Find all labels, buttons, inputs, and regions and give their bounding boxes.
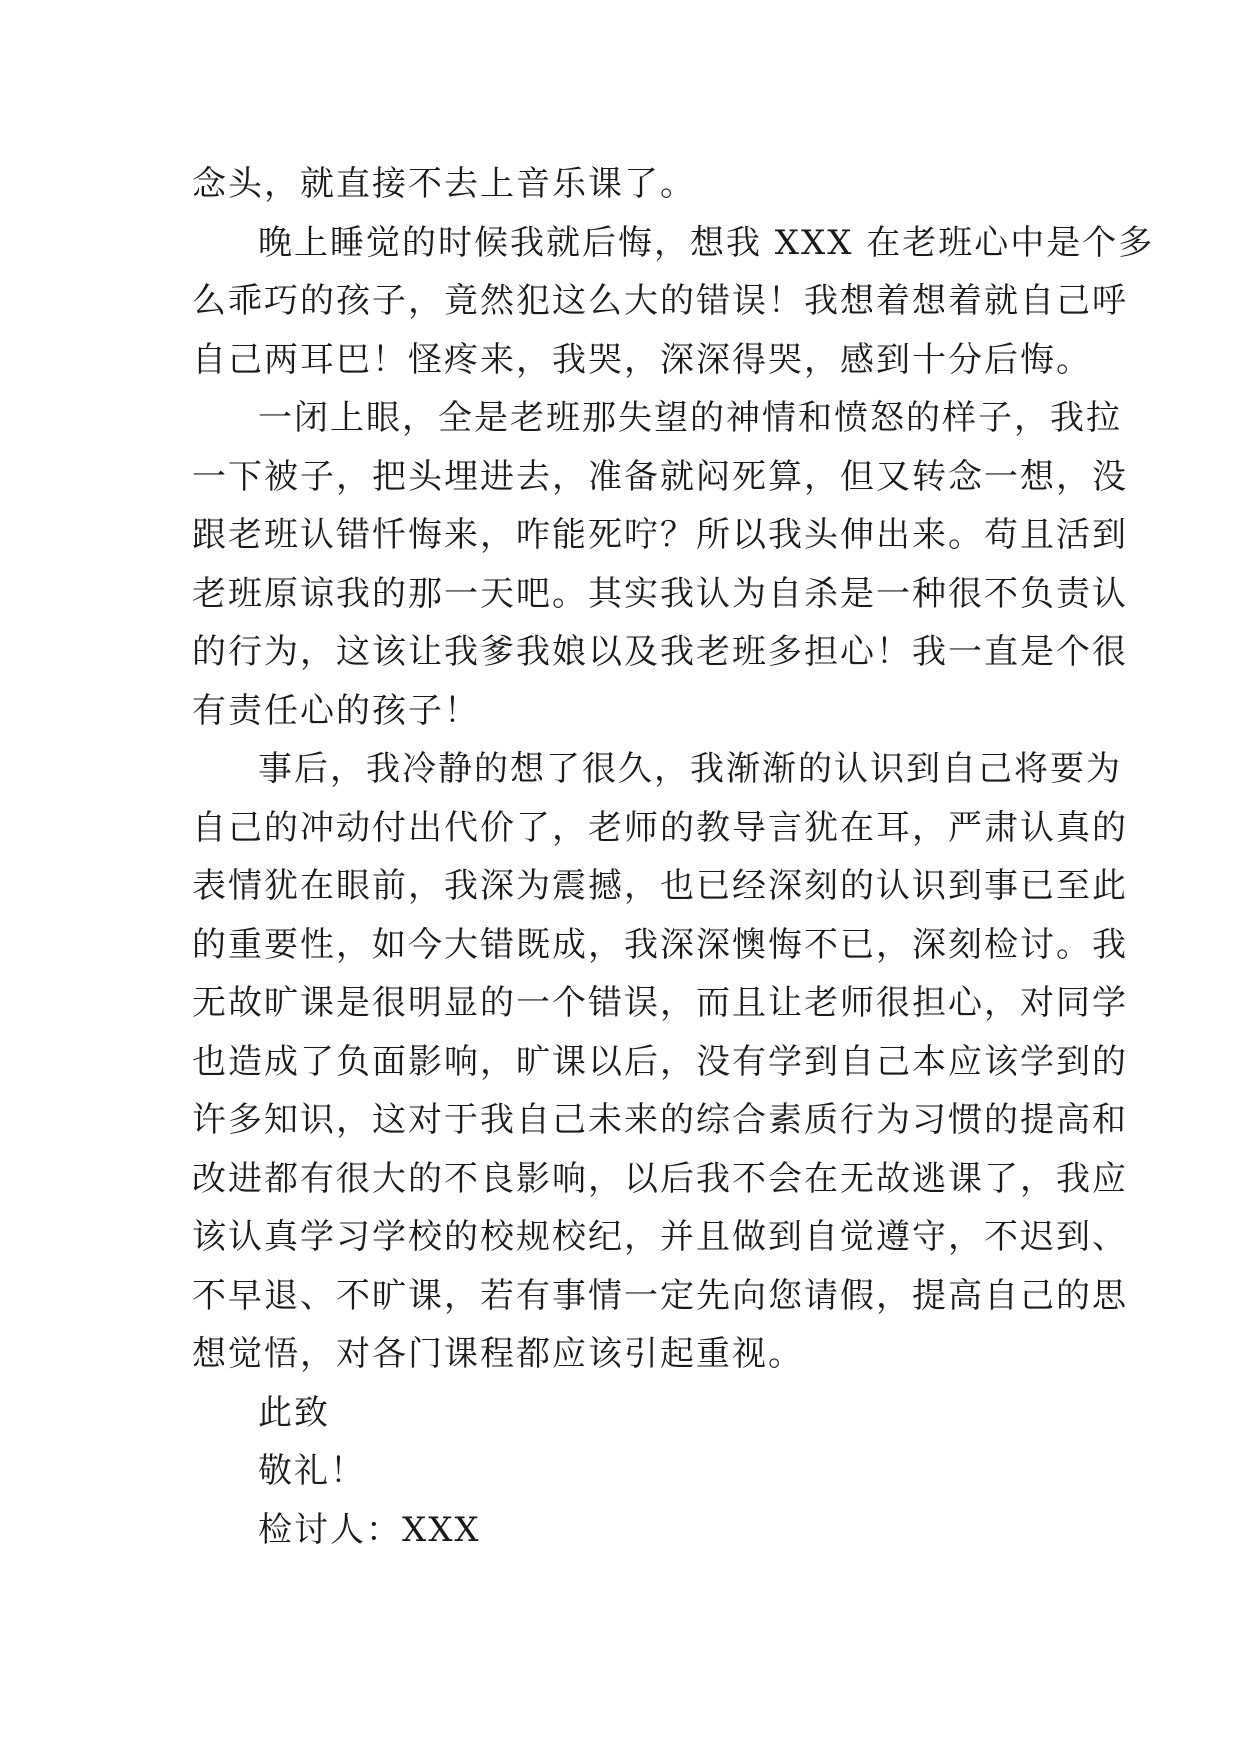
text-line: 一闭上眼，全是老班那失望的神情和愤怒的样子，我拉 bbox=[258, 398, 1122, 438]
text-line: 跟老班认错忏悔来，咋能死咛？所以我头伸出来。苟且活到 bbox=[192, 515, 1128, 555]
text-line: 想觉悟，对各门课程都应该引起重视。 bbox=[192, 1334, 804, 1374]
text-line: 该认真学习学校的校规校纪，并且做到自觉遵守，不迟到、 bbox=[192, 1217, 1128, 1257]
text-line: 有责任心的孩子！ bbox=[192, 690, 480, 731]
text-line: 的行为，这该让我爹我娘以及我老班多担心！我一直是个很 bbox=[192, 632, 1128, 672]
text-line: 许多知识，这对于我自己未来的综合素质行为习惯的提高和 bbox=[192, 1100, 1128, 1140]
text-line: 不早退、不旷课，若有事情一定先向您请假，提高自己的思 bbox=[192, 1275, 1128, 1316]
text-line: 么乖巧的孩子，竟然犯这么大的错误！我想着想着就自己呼 bbox=[192, 281, 1128, 321]
text-line: 事后，我冷静的想了很久，我渐渐的认识到自己将要为 bbox=[258, 749, 1122, 789]
paragraph-1 bbox=[192, 155, 1052, 214]
text-line: 无故旷课是很明显的一个错误，而且让老师很担心，对同学 bbox=[192, 983, 1128, 1023]
text-line: 的重要性，如今大错既成，我深深懊悔不已，深刻检讨。我 bbox=[192, 924, 1128, 965]
document-body bbox=[192, 155, 1155, 1559]
text-line: 念头，就直接不去上音乐课了。 bbox=[192, 164, 696, 204]
closing-salutation: 此致 bbox=[258, 1392, 330, 1433]
letter-closing bbox=[192, 1384, 1052, 1560]
text-line: 一下被子，把头埋进去，准备就闷死算，但又转念一想，没 bbox=[192, 456, 1128, 497]
paragraph-2 bbox=[192, 214, 1155, 390]
text-line: 自己两耳巴！怪疼来，我哭，深深得哭，感到十分后悔。 bbox=[192, 339, 1092, 380]
text-line: 改进都有很大的不良影响，以后我不会在无故逃课了，我应 bbox=[192, 1158, 1128, 1199]
paragraph-3 bbox=[192, 389, 1128, 740]
closing-regards: 敬礼！ bbox=[258, 1451, 366, 1491]
signature: 检讨人：XXX bbox=[258, 1509, 481, 1550]
text-line: 老班原谅我的那一天吧。其实我认为自杀是一种很不负责认 bbox=[192, 573, 1128, 614]
text-line: 也造成了负面影响，旷课以后，没有学到自己本应该学到的 bbox=[192, 1041, 1128, 1082]
text-line: 自己的冲动付出代价了，老师的教导言犹在耳，严肃认真的 bbox=[192, 807, 1128, 848]
text-line: 表情犹在眼前，我深为震撼，也已经深刻的认识到事已至此 bbox=[192, 866, 1128, 906]
text-line: 晚上睡觉的时候我就后悔，想我 XXX 在老班心中是个多 bbox=[258, 222, 1155, 263]
paragraph-4 bbox=[192, 740, 1128, 1384]
